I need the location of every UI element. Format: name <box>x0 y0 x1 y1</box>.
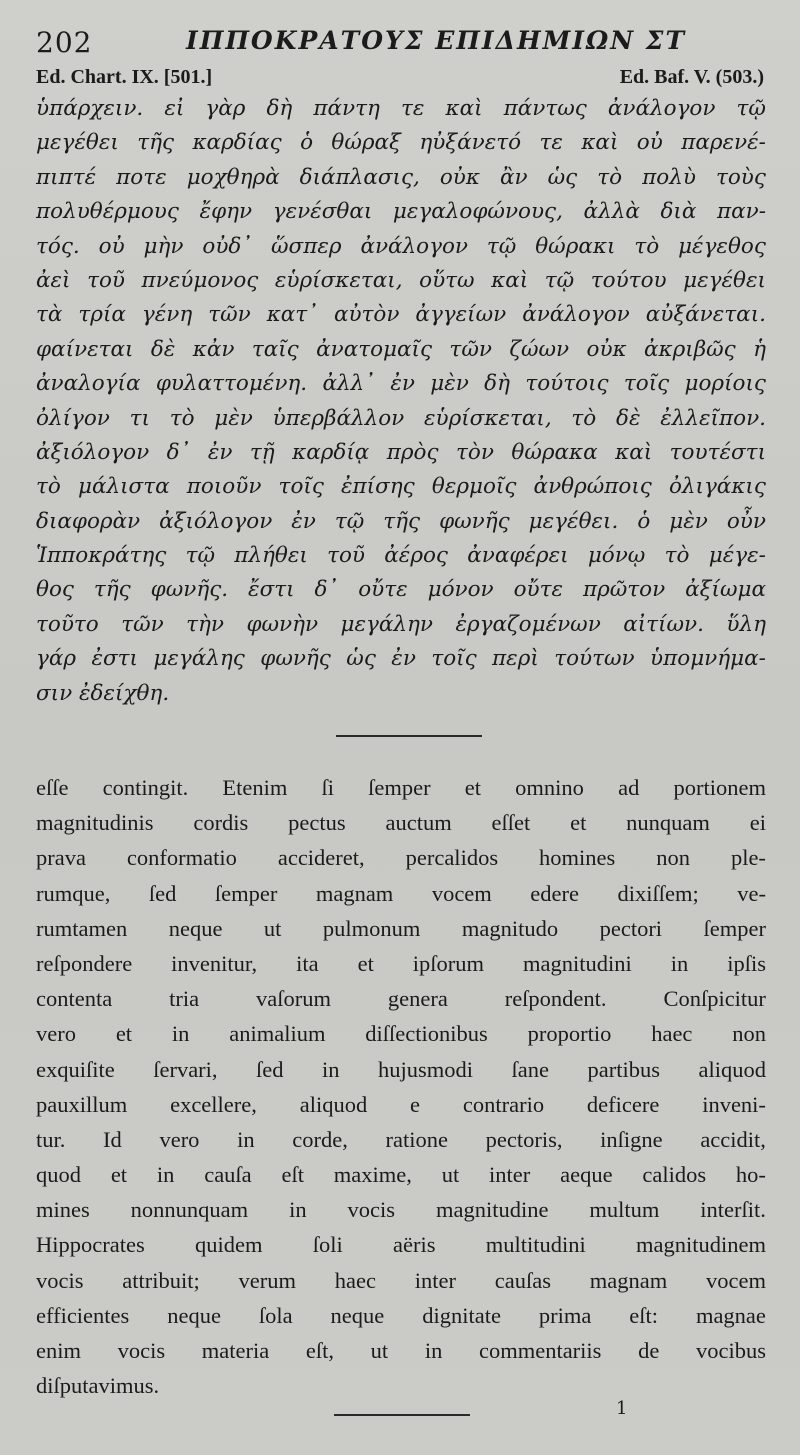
latin-text-line: contenta tria vaſorum genera reſpondent. Conſpicitur <box>36 986 766 1012</box>
signature-mark: 1 <box>616 1398 628 1419</box>
greek-text-line: ἀξιόλογον δ᾽ ἐν τῇ καρδίᾳ πρὸς τὸν θώρακα καὶ τουτέστι <box>36 439 766 465</box>
greek-text-line: τὸ μάλιστα ποιοῦν τοῖς ἐπίσης θερμοῖς ἀνθρώποις ὀλιγάκις <box>36 474 766 500</box>
page-number: 202 <box>36 26 93 59</box>
greek-text-line: μεγέθει τῆς καρδίας ὁ θώραξ ηὐξάνετό τε καὶ οὐ παρενέ- <box>36 130 766 156</box>
footer-divider <box>334 1414 470 1416</box>
greek-text-line: πιπτέ ποτε μοχθηρὰ διάπλασις, οὐκ ἂν ὡς τὸ πολὺ τοὺς <box>36 164 766 190</box>
latin-text-line: mines nonnunquam in vocis magnitudine multum interſit. <box>36 1197 766 1223</box>
greek-text-line: ὑπάρχειν. εἰ γὰρ δὴ πάντη τε καὶ πάντως ἀνάλογον τῷ <box>36 96 766 121</box>
latin-text-line: pauxillum excellere, aliquod e contrario deficere inveni- <box>36 1091 766 1117</box>
latin-text-line: rumque, ſed ſemper magnam vocem edere dixiſſem; ve- <box>36 880 766 906</box>
latin-text-line: reſpondere invenitur, ita et ipſorum magnitudini in ipſis <box>36 950 766 976</box>
latin-text-line: Hippocrates quidem ſoli aëris multitudini magnitudinem <box>36 1232 766 1258</box>
greek-text-line: τοῦτο τῶν τὴν φωνὴν μεγάλην ἐργαζομένων αἰτίων. ὕλη <box>36 611 766 637</box>
latin-text-line: efficientes neque ſola neque dignitate prima eſt: magnae <box>36 1302 766 1328</box>
greek-text-line: ἀεὶ τοῦ πνεύμονος εὑρίσκεται, οὕτω καὶ τῷ τούτου μεγέθει <box>36 267 766 293</box>
greek-text-line: διαφορὰν ἀξιόλογον ἐν τῷ τῆς φωνῆς μεγέθει. ὁ μὲν οὖν <box>36 508 766 534</box>
greek-text-block <box>36 92 766 711</box>
greek-text-line: θος τῆς φωνῆς. ἔστι δ᾽ οὔτε μόνον οὔτε πρῶτον ἀξίωμα <box>36 577 766 603</box>
latin-text-block <box>36 770 766 1403</box>
greek-text-line: ἀναλογία φυλαττομένη. ἀλλ᾽ ἐν μὲν δὴ τούτοις τοῖς μορίοις <box>36 371 766 397</box>
running-title: ΙΠΠΟΚΡΑΤΟΥΣ ΕΠΙΔΗΜΙΩΝ ΣΤ <box>186 26 687 55</box>
latin-text-line: quod et in cauſa eſt maxime, ut inter aeque calidos ho- <box>36 1162 766 1188</box>
latin-text-line: vocis attribuit; verum haec inter cauſas magnam vocem <box>36 1267 766 1293</box>
latin-text-line: enim vocis materia eſt, ut in commentariis de vocibus <box>36 1338 766 1363</box>
latin-text-line: vero et in animalium diſſectionibus proportio haec non <box>36 1021 766 1047</box>
greek-text-line: σιν ἐδείχθη. <box>36 680 170 706</box>
latin-text-line: diſputavimus. <box>36 1373 160 1399</box>
greek-text-line: πολυθέρμους ἔφην γενέσθαι μεγαλοφώνους, ἀλλὰ διὰ παν- <box>36 199 766 225</box>
greek-text-line: τός. οὐ μὴν οὐδ᾽ ὥσπερ ἀνάλογον τῷ θώρακι τὸ μέγεθος <box>36 233 766 259</box>
latin-text-line: tur. Id vero in corde, ratione pectoris, inſigne accidit, <box>36 1126 766 1152</box>
latin-text-line: exquiſite ſervari, ſed in hujusmodi ſane partibus aliquod <box>36 1056 766 1082</box>
edition-reference-left: Ed. Chart. IX. [501.] <box>36 66 213 88</box>
greek-text-line: φαίνεται δὲ κἀν ταῖς ἀνατομαῖς τῶν ζώων οὐκ ἀκριβῶς ἡ <box>36 336 766 362</box>
latin-text-line: rumtamen neque ut pulmonum magnitudo pectori ſemper <box>36 915 766 941</box>
greek-text-line: Ἱπποκράτης τῷ πλήθει τοῦ ἀέρος ἀναφέρει μόνῳ τὸ μέγε- <box>36 543 766 569</box>
greek-text-line: γάρ ἐστι μεγάλης φωνῆς ὡς ἐν τοῖς περὶ τούτων ὑπομνήμα- <box>36 646 766 672</box>
greek-text-line: τὰ τρία γένη τῶν κατ᾽ αὐτὸν ἀγγείων ἀνάλογον αὐξάνεται. <box>36 302 766 328</box>
section-divider <box>336 735 482 737</box>
latin-text-line: eſſe contingit. Etenim ſi ſemper et omnino ad portionem <box>36 775 766 800</box>
latin-text-line: prava conformatio accideret, percalidos homines non ple- <box>36 845 766 871</box>
edition-reference-right: Ed. Baf. V. (503.) <box>619 66 764 88</box>
greek-text-line: ὀλίγον τι τὸ μὲν ὑπερβάλλον εὑρίσκεται, τὸ δὲ ἐλλεῖπον. <box>36 405 766 431</box>
latin-text-line: magnitudinis cordis pectus auctum eſſet et nunquam ei <box>36 810 766 836</box>
